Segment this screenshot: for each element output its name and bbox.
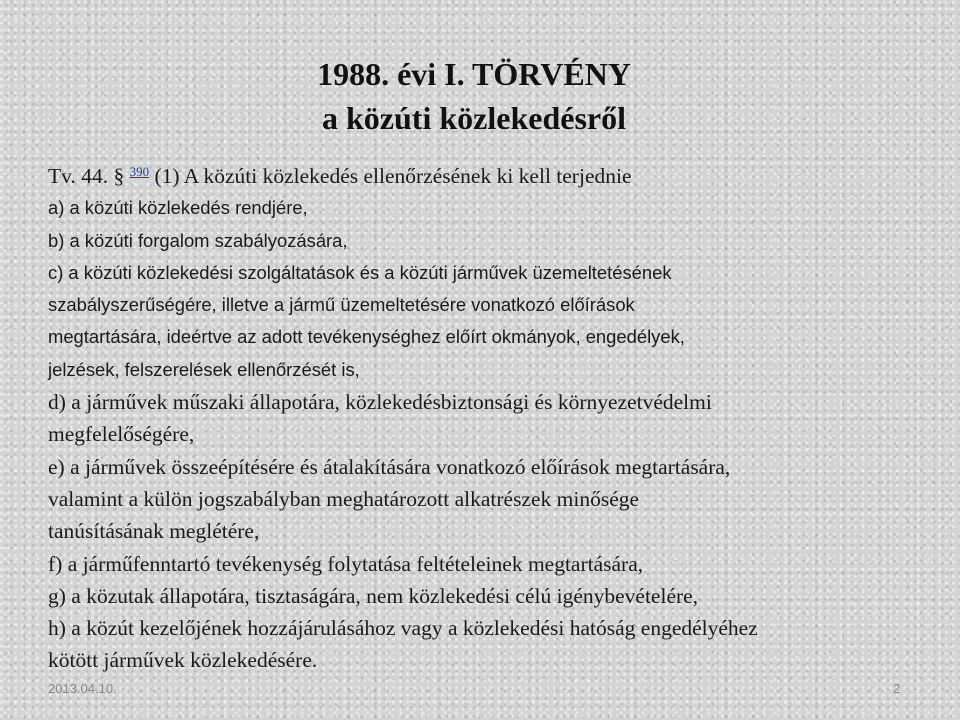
- text-line: c) a közúti közlekedési szolgáltatások és a közúti járművek üzemeltetésének: [48, 261, 672, 283]
- text-line: f) a járműfenntartó tevékenység folytatása feltételeinek megtartására,: [48, 551, 644, 576]
- text-line: megtartására, ideértve az adott tevékenységhez előírt okmányok, engedélyek,: [48, 326, 685, 348]
- section-prefix: Tv. 44. §: [48, 164, 125, 188]
- footnote-link[interactable]: 390: [129, 164, 150, 179]
- section-intro: (1) A közúti közlekedés ellenőrzésének ki kell terjednie: [149, 164, 632, 188]
- text-line: g) a közutak állapotára, tisztaságára, nem közlekedési célú igénybevételére,: [48, 583, 699, 608]
- text-line: szabályszerűségére, illetve a jármű üzemeltetésére vonatkozó előírások: [48, 294, 635, 316]
- text-line: kötött járművek közlekedésére.: [48, 648, 318, 673]
- slide-title: [0, 52, 948, 140]
- page-number: 2: [893, 681, 901, 696]
- section-heading-line: [48, 160, 948, 192]
- text-line: d) a járművek műszaki állapotára, közlekedésbiztonsági és környezetvédelmi: [48, 390, 712, 415]
- text-line: jelzések, felszerelések ellenőrzését is,: [48, 358, 360, 380]
- text-line: tanúsításának meglétére,: [48, 519, 260, 544]
- text-line: a) a közúti közlekedés rendjére,: [48, 197, 308, 219]
- title-line-1: 1988. évi I. TÖRVÉNY: [317, 56, 631, 92]
- text-line: h) a közút kezelőjének hozzájárulásához vagy a közlekedési hatóság engedélyéhez: [48, 616, 758, 641]
- law-text: [48, 160, 948, 677]
- title-line-2: a közúti közlekedésről: [322, 100, 626, 136]
- footer-date: 2013.04.10.: [48, 681, 117, 696]
- text-line: e) a járművek összeépítésére és átalakítására vonatkozó előírások megtartására,: [48, 454, 731, 479]
- text-line: b) a közúti forgalom szabályozására,: [48, 229, 348, 251]
- text-line: valamint a külön jogszabályban meghatározott alkatrészek minősége: [48, 486, 640, 511]
- text-line: megfelelőségére,: [48, 422, 195, 447]
